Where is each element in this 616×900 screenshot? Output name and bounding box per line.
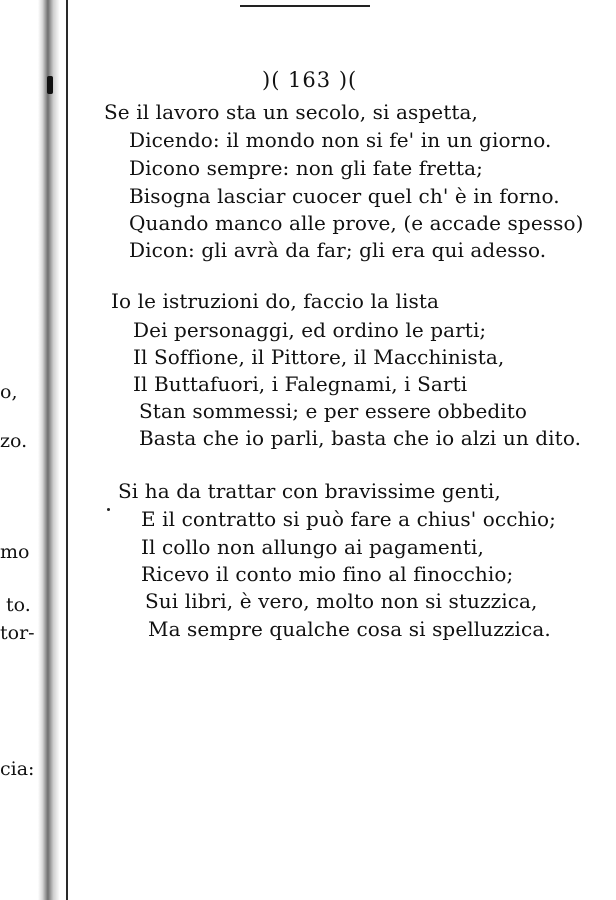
verse-line: Il collo non allungo ai pagamenti, (141, 535, 484, 559)
verse-line: Ma sempre qualche cosa si spelluzzica. (148, 617, 551, 641)
verse-line: Dicono sempre: non gli fate fretta; (129, 156, 484, 180)
top-rule (240, 5, 370, 7)
facing-fragment: o, (0, 381, 18, 403)
facing-fragment: cia: (0, 758, 35, 780)
verse-line: Ricevo il conto mio fino al finocchio; (141, 562, 514, 586)
page-number-header: )( 163 )( (262, 68, 358, 92)
verse-line: Se il lavoro sta un secolo, si aspetta, (104, 100, 478, 124)
binding-mark (47, 76, 53, 94)
verse-line: Stan sommessi; e per essere obbedito (139, 399, 528, 423)
verse-line: Si ha da trattar con bravissime genti, (118, 479, 501, 503)
page-edge (66, 0, 68, 900)
verse-line: Il Buttafuori, i Falegnami, i Sarti (133, 372, 468, 396)
facing-fragment: zo. (0, 430, 28, 452)
facing-fragment: tor- (0, 622, 35, 644)
verse-line: Dicendo: il mondo non si fe' in un giorno. (129, 128, 552, 152)
ink-speck (107, 508, 110, 511)
verse-line: Quando manco alle prove, (e accade spesso) (129, 211, 584, 235)
facing-fragment: mo (0, 541, 30, 563)
verse-line: E il contratto si può fare a chius' occhio; (141, 507, 556, 531)
verse-line: Dicon: gli avrà da far; gli era qui adesso. (129, 238, 547, 262)
verse-line: Il Soffione, il Pittore, il Macchinista, (133, 345, 505, 369)
book-binding (38, 0, 60, 900)
facing-fragment: to. (6, 594, 31, 616)
verse-line: Sui libri, è vero, molto non si stuzzica, (145, 589, 538, 613)
verse-line: Dei personaggi, ed ordino le parti; (133, 318, 487, 342)
verse-line: Basta che io parli, basta che io alzi un dito. (139, 426, 582, 450)
verse-line: Bisogna lasciar cuocer quel ch' è in forno. (129, 184, 560, 208)
verse-line: Io le istruzioni do, faccio la lista (111, 289, 440, 313)
